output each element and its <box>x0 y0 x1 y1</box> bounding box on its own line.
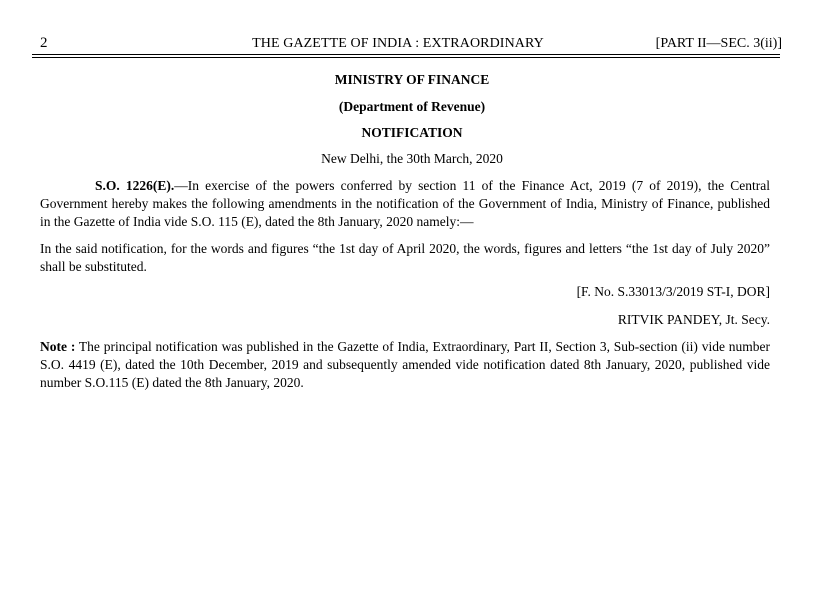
paragraph-order <box>40 177 770 231</box>
note-label: Note : <box>40 339 76 354</box>
note-paragraph <box>40 338 770 392</box>
header-rule-top <box>32 54 780 55</box>
dateline: New Delhi, the 30th March, 2020 <box>321 151 503 166</box>
gazette-title: THE GAZETTE OF INDIA : EXTRAORDINARY <box>252 36 544 51</box>
order-number: S.O. 1226(E). <box>95 178 175 193</box>
ministry-heading: MINISTRY OF FINANCE <box>334 72 490 87</box>
header-rule-bottom <box>32 57 780 58</box>
signatory: RITVIK PANDEY, Jt. Secy. <box>617 312 770 327</box>
note-text: The principal notification was published in the Gazette of India, Extraordinary, Part II, Section 3, Sub-section (ii) vide number S.O. 4419 (E), dated the 10th December, 2019 and subsequently amended vide notification dated 8th January, 2020, published vide number S.O.115 (E) dated the 8th January, 2020. <box>40 339 770 390</box>
paragraph-amendment: In the said notification, for the words and figures “the 1st day of April 2020, the words, figures and letters “the 1st day of July 2020” shall be substituted. <box>40 241 770 274</box>
gazette-page <box>40 0 782 390</box>
file-number: [F. No. S.33013/3/2019 ST-I, DOR] <box>576 284 770 299</box>
notification-heading: NOTIFICATION <box>361 125 463 140</box>
part-reference: [PART II—SEC. 3(ii)] <box>655 36 782 51</box>
department-heading: (Department of Revenue) <box>338 99 486 114</box>
page-number: 2 <box>40 35 48 51</box>
page-header <box>40 0 782 56</box>
order-text: —In exercise of the powers conferred by section 11 of the Finance Act, 2019 (7 of 2019), the Central Government hereby makes the following amendments in the notification of the Government of India, Ministry of Finance, published in the Gazette of India vide S.O. 115 (E), dated the 8th January, 2020 namely:— <box>40 178 770 229</box>
